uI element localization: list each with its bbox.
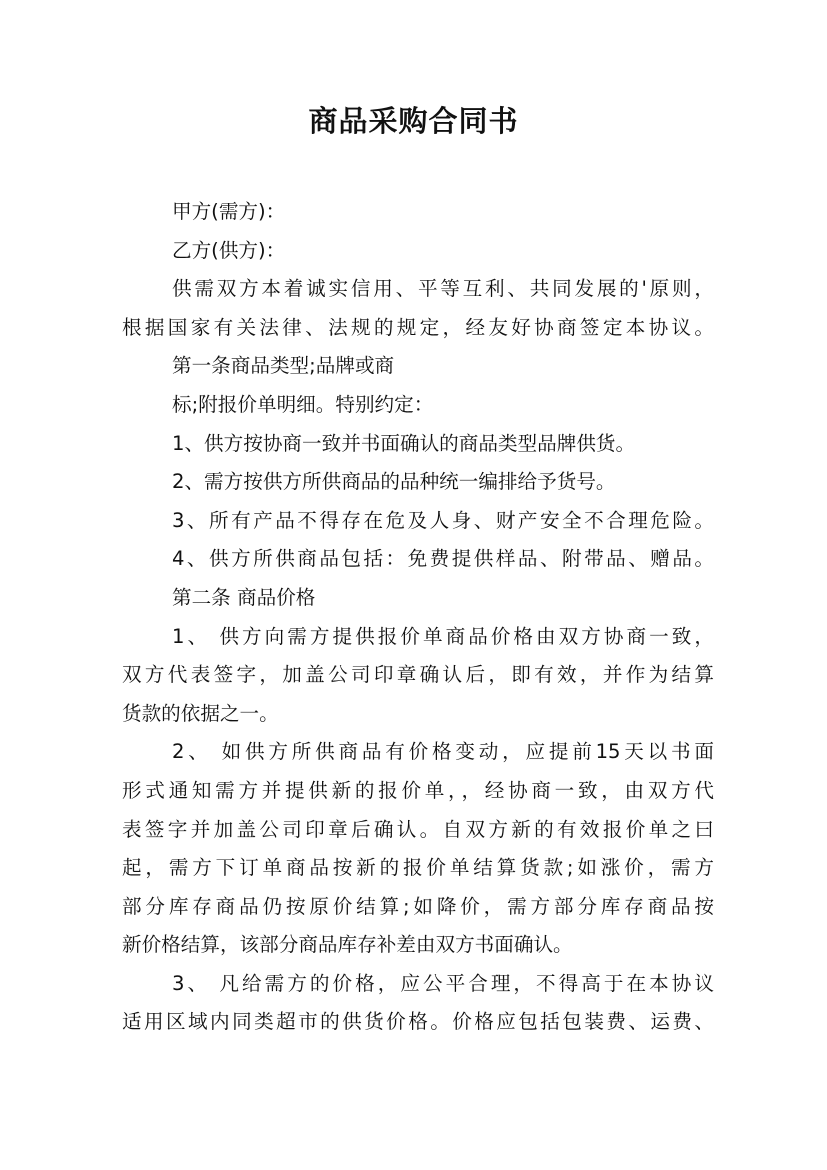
paragraph-line: 双方代表签字，加盖公司印章确认后，即有效，并作为结算 (122, 663, 714, 687)
article-heading: 第二条 商品价格 (172, 585, 316, 609)
party-a-line: 甲方(需方)： (172, 200, 286, 223)
paragraph-line: 标;附报价单明细。特别约定： (172, 392, 434, 416)
paragraph-line: 新价格结算，该部分商品库存补差由双方书面确认。 (122, 933, 573, 957)
paragraph-line: 部分库存商品仍按原价结算;如降价，需方部分库存商品按 (122, 894, 714, 918)
party-b-line: 乙方(供方)： (172, 238, 286, 262)
paragraph-line: 1、 供方向需方提供报价单商品价格由双方协商一致， (172, 624, 714, 648)
paragraph-line: 供需双方本着诚实信用、平等互利、共同发展的'原则， (172, 277, 714, 301)
list-item: 1、供方按协商一致并书面确认的商品类型品牌供货。 (172, 431, 636, 455)
article-heading: 第一条商品类型;品牌或商 (172, 354, 395, 378)
paragraph-line: 2、 如供方所供商品有价格变动，应提前15天以书面 (172, 740, 714, 764)
paragraph-line: 根据国家有关法律、法规的规定，经友好协商签定本协议。 (122, 315, 714, 339)
paragraph-line: 3、 凡给需方的价格，应公平合理，不得高于在本协议 (172, 971, 714, 995)
paragraph-line: 形式通知需方并提供新的报价单，，经协商一致，由双方代 (122, 778, 714, 802)
list-item: 2、需方按供方所供商品的品种统一编排给予货号。 (172, 470, 616, 494)
paragraph-line: 货款的依据之一。 (122, 701, 279, 725)
paragraph-line: 起，需方下订单商品按新的报价单结算货款;如涨价，需方 (122, 856, 714, 880)
document-body (122, 193, 714, 1042)
document-title: 商品采购合同书 (308, 104, 519, 138)
paragraph-line: 适用区域内同类超市的供货价格。价格应包括包装费、运费、 (122, 1010, 714, 1034)
paragraph-line: 表签字并加盖公司印章后确认。自双方新的有效报价单之曰 (122, 817, 714, 841)
list-item: 4、供方所供商品包括：免费提供样品、附带品、赠品。 (172, 547, 714, 571)
list-item: 3、所有产品不得存在危及人身、财产安全不合理危险。 (172, 508, 714, 532)
